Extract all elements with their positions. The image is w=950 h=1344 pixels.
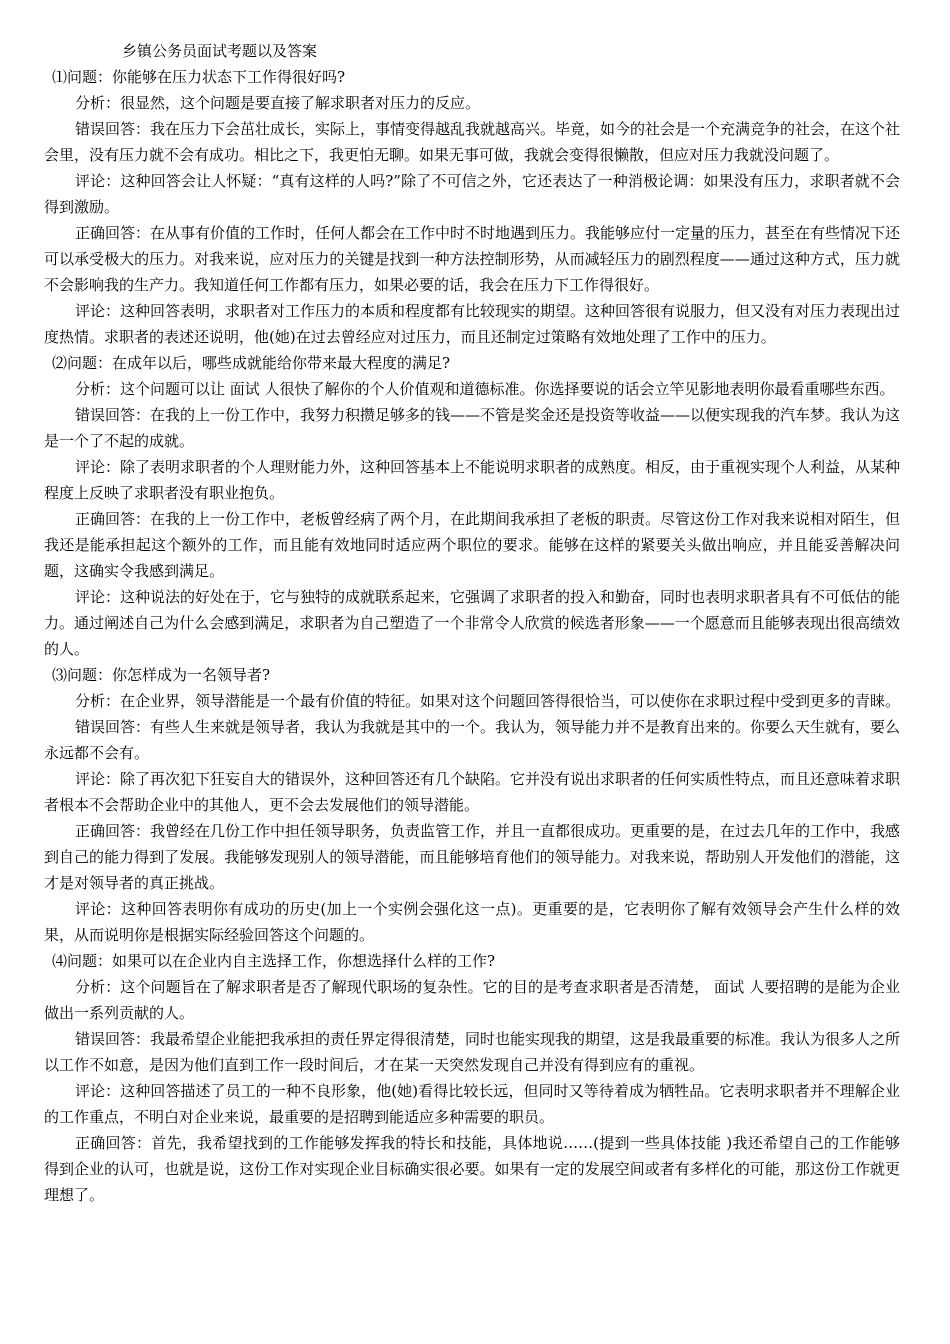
paragraph: 正确回答：在我的上一份工作中，老板曾经病了两个月，在此期间我承担了老板的职责。尽管这份工作对我来说相对陌生，但我还是能承担起这个额外的工作，而且能有效地同时适应两个职位的要求。能够在这样的紧要关头做出响应，并且能妥善解决问题，这确实令我感到满足。 xyxy=(44,510,901,580)
document-title: 乡镇公务员面试考题以及答案 xyxy=(122,42,318,60)
question-heading: ⑴问题：你能够在压力状态下工作得很好吗? xyxy=(52,68,346,86)
paragraph: 分析：在企业界，领导潜能是一个最有价值的特征。如果对这个问题回答得很恰当，可以使你在求职过程中受到更多的青睐。 xyxy=(75,692,901,710)
paragraph: 错误回答：我在压力下会茁壮成长，实际上，事情变得越乱我就越高兴。毕竟，如今的社会是一个充满竞争的社会，在这个社会里，没有压力就不会有成功。相比之下，我更怕无聊。如果无事可做，我就会变得很懒散，但应对压力我就没问题了。 xyxy=(44,120,901,164)
paragraph: 分析：这个问题旨在了解求职者是否了解现代职场的复杂性。它的目的是考查求职者是否清楚， 面试 人要招聘的是能为企业做出一系列贡献的人。 xyxy=(44,978,900,1022)
paragraph: 分析：这个问题可以让 面试 人很快了解你的个人价值观和道德标准。你选择要说的话会立竿见影地表明你最看重哪些东西。 xyxy=(75,380,895,398)
paragraph: 评论：这种回答表明，求职者对工作压力的本质和程度都有比较现实的期望。这种回答很有说服力，但又没有对压力表现出过度热情。求职者的表述还说明，他(她)在过去曾经应对过压力，而且还制定过策略有效地处理了工作中的压力。 xyxy=(44,302,901,346)
paragraph: 评论：这种说法的好处在于，它与独特的成就联系起来，它强调了求职者的投入和勤奋，同时也表明求职者具有不可低估的能力。通过阐述自己为什么会感到满足，求职者为自己塑造了一个非常令人欣赏的候选者形象——一个愿意而且能够表现出很高绩效的人。 xyxy=(44,588,901,658)
paragraph: 评论：除了表明求职者的个人理财能力外，这种回答基本上不能说明求职者的成熟度。相反，由于重视实现个人利益，从某种程度上反映了求职者没有职业抱负。 xyxy=(44,458,901,502)
document-body xyxy=(44,64,900,1208)
paragraph: 错误回答：我最希望企业能把我承担的责任界定得很清楚，同时也能实现我的期望，这是我最重要的标准。我认为很多人之所以工作不如意，是因为他们直到工作一段时间后，才在某一天突然发现自己并没有得到应有的重视。 xyxy=(44,1030,901,1074)
question-heading: ⑶问题：你怎样成为一名领导者? xyxy=(52,666,271,684)
paragraph: 评论：这种回答描述了员工的一种不良形象，他(她)看得比较长远，但同时又等待着成为牺牲品。它表明求职者并不理解企业的工作重点，不明白对企业来说，最重要的是招聘到能适应多种需要的职员。 xyxy=(44,1082,900,1126)
paragraph: 正确回答：我曾经在几份工作中担任领导职务，负责监管工作，并且一直都很成功。更重要的是，在过去几年的工作中，我感到自己的能力得到了发展。我能够发现别人的领导潜能，而且能够培育他们的领导能力。对我来说，帮助别人开发他们的潜能，这才是对领导者的真正挑战。 xyxy=(44,822,901,892)
paragraph: 评论：这种回答会让人怀疑：“真有这样的人吗?”除了不可信之外，它还表达了一种消极论调：如果没有压力，求职者就不会得到激励。 xyxy=(44,172,900,216)
paragraph: 分析：很显然，这个问题是要直接了解求职者对压力的反应。 xyxy=(75,94,481,112)
question-heading: ⑵问题：在成年以后，哪些成就能给你带来最大程度的满足? xyxy=(52,354,451,372)
paragraph: 正确回答：在从事有价值的工作时，任何人都会在工作中时不时地遇到压力。我能够应付一定量的压力，甚至在有些情况下还可以承受极大的压力。对我来说，应对压力的关键是找到一种方法控制形势，从而减轻压力的剧烈程度——通过这种方式，压力就不会影响我的生产力。我知道任何工作都有压力，如果必要的话，我会在压力下工作得很好。 xyxy=(44,224,901,294)
paragraph: 错误回答：有些人生来就是领导者，我认为我就是其中的一个。我认为，领导能力并不是教育出来的。你要么天生就有，要么永远都不会有。 xyxy=(44,718,901,762)
paragraph: 评论：除了再次犯下狂妄自大的错误外，这种回答还有几个缺陷。它并没有说出求职者的任何实质性特点，而且还意味着求职者根本不会帮助企业中的其他人，更不会去发展他们的领导潜能。 xyxy=(44,770,901,814)
document-page xyxy=(44,38,900,1208)
paragraph: 评论：这种回答表明你有成功的历史(加上一个实例会强化这一点)。更重要的是，它表明你了解有效领导会产生什么样的效果，从而说明你是根据实际经验回答这个问题的。 xyxy=(44,900,900,944)
question-heading: ⑷问题：如果可以在企业内自主选择工作，你想选择什么样的工作? xyxy=(52,952,496,970)
paragraph: 错误回答：在我的上一份工作中，我努力积攒足够多的钱——不管是奖金还是投资等收益——以便实现我的汽车梦。我认为这是一个了不起的成就。 xyxy=(44,406,901,450)
paragraph: 正确回答：首先，我希望找到的工作能够发挥我的特长和技能，具体地说……(提到一些具体技能 )我还希望自己的工作能够得到企业的认可，也就是说，这份工作对实现企业目标确实很必要。如果有一定的发展空间或者有多样化的可能，那这份工作就更理想了。 xyxy=(44,1134,900,1204)
